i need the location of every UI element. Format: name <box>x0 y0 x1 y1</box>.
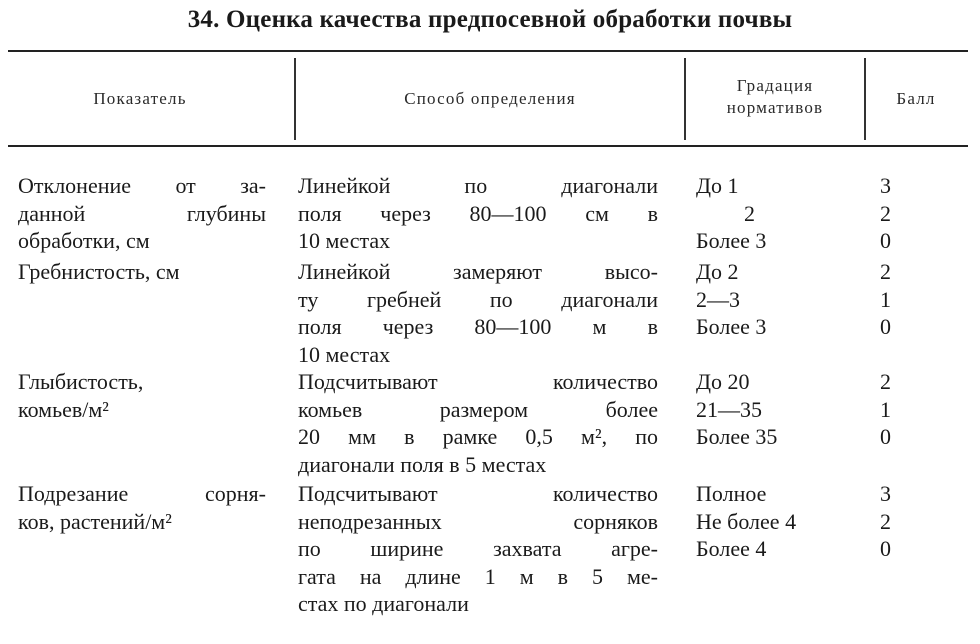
score-line: 1 <box>880 286 891 312</box>
table-cell-indicator <box>18 258 266 286</box>
table-cell-gradation <box>696 368 856 451</box>
table-cell-indicator <box>18 172 266 255</box>
column-divider <box>684 58 686 140</box>
table-cell-score <box>880 172 930 255</box>
column-divider <box>294 58 296 140</box>
table-cell-indicator <box>18 368 266 423</box>
method-line: стах по диагонали <box>298 591 469 616</box>
gradation-line: Более 35 <box>696 424 778 449</box>
gradation-line: 2 <box>744 200 755 226</box>
table-cell-method <box>298 480 658 618</box>
indicator-line: данной глубины <box>18 200 266 226</box>
method-line: поля через 80—100 м в <box>298 314 658 339</box>
indicator-line: Подрезание сорня- <box>18 481 266 506</box>
header-gradation <box>690 75 860 119</box>
table-cell-gradation <box>696 172 856 255</box>
score-line: 1 <box>880 396 891 422</box>
method-line: 10 местах <box>298 228 391 253</box>
method-line: Линейкой замеряют высо- <box>298 259 658 284</box>
gradation-line: Не более 4 <box>696 508 797 534</box>
indicator-line: ков, растений/м² <box>18 508 172 534</box>
gradation-line: Полное <box>696 481 767 506</box>
indicator-line: обработки, см <box>18 228 150 253</box>
method-line: гата на длине 1 м в 5 ме- <box>298 563 658 589</box>
method-line: ту гребней по диагонали <box>298 286 658 312</box>
table-cell-method <box>298 172 658 255</box>
gradation-line: До 2 <box>696 259 739 284</box>
method-line: Подсчитывают количество <box>298 481 658 506</box>
gradation-line: Более 4 <box>696 536 767 561</box>
top-rule <box>8 50 968 52</box>
table-title: 34. Оценка качества предпосевной обработки почвы <box>187 6 793 33</box>
gradation-line: До 20 <box>696 369 750 394</box>
table-cell-score <box>880 368 930 451</box>
score-line: 2 <box>880 508 891 534</box>
gradation-line: До 1 <box>696 173 739 198</box>
table-cell-method <box>298 258 658 368</box>
score-line: 0 <box>880 314 891 339</box>
method-line: по ширине захвата агре- <box>298 536 658 561</box>
method-line: Линейкой по диагонали <box>298 173 658 198</box>
score-line: 3 <box>880 481 891 506</box>
table-cell-gradation <box>696 258 856 341</box>
header-score: Балл <box>896 89 936 108</box>
score-line: 0 <box>880 424 891 449</box>
table-cell-score <box>880 258 930 341</box>
header-gradation-line: Градация <box>736 76 814 95</box>
table-cell-gradation <box>696 480 856 563</box>
indicator-line: Гребнистость, см <box>18 259 180 284</box>
score-line: 2 <box>880 369 891 394</box>
indicator-line: Отклонение от за- <box>18 173 266 198</box>
method-line: 10 местах <box>298 341 391 367</box>
table-cell-indicator <box>18 480 266 535</box>
indicator-line: комьев/м² <box>18 396 109 422</box>
method-line: поля через 80—100 см в <box>298 200 658 226</box>
score-line: 3 <box>880 173 891 198</box>
table-cell-score <box>880 480 930 563</box>
score-line: 0 <box>880 536 891 561</box>
header-method: Способ определения <box>404 89 576 108</box>
table-cell-method <box>298 368 658 478</box>
header-indicator: Показатель <box>93 89 187 108</box>
header-gradation-line: нормативов <box>726 98 824 117</box>
method-line: неподрезанных сорняков <box>298 508 658 534</box>
method-line: диагонали поля в 5 местах <box>298 451 547 477</box>
gradation-line: 2—3 <box>696 286 740 312</box>
score-line: 0 <box>880 228 891 253</box>
indicator-line: Глыбистость, <box>18 369 144 394</box>
gradation-line: 21—35 <box>696 396 762 422</box>
method-line: Подсчитывают количество <box>298 369 658 394</box>
method-line: 20 мм в рамке 0,5 м², по <box>298 424 658 449</box>
method-line: комьев размером более <box>298 396 658 422</box>
header-rule <box>8 145 968 147</box>
gradation-line: Более 3 <box>696 228 767 253</box>
score-line: 2 <box>880 200 891 226</box>
gradation-line: Более 3 <box>696 314 767 339</box>
score-line: 2 <box>880 259 891 284</box>
